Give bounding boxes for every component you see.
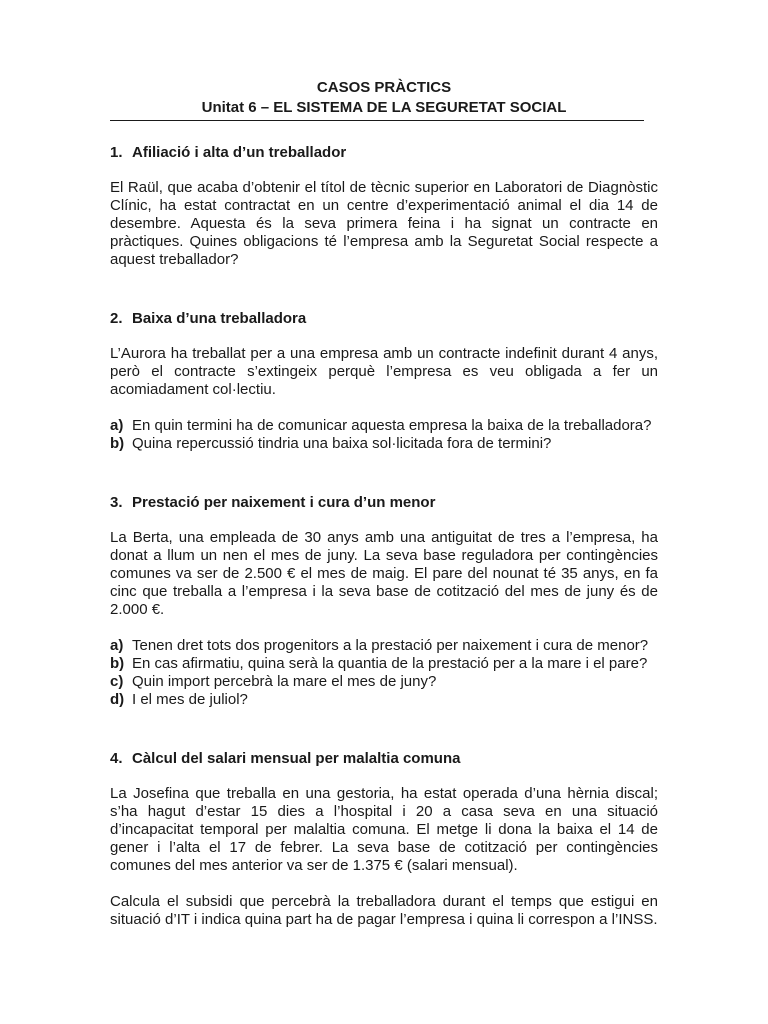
section-number: 2. [110,310,123,327]
section-4 [110,749,658,929]
section-number: 4. [110,750,123,767]
question-item [110,435,658,453]
section-1 [110,143,658,269]
question-letter: c) [110,673,124,690]
section-title [110,749,658,769]
section-title-text: Prestació per naixement i cura d’un menor [132,494,436,511]
section-paragraph: L’Aurora ha treballat per a una empresa amb un contracte indefinit durant 4 anys, però el contracte s’extingeix perquè l’empresa es veu obligada a fer un acomiadament col·lectiu. [110,345,658,398]
section-2 [110,309,658,453]
section-number: 1. [110,144,123,161]
question-item [110,673,658,691]
section-number: 3. [110,494,123,511]
section-title-text: Baixa d’una treballadora [132,310,307,327]
question-letter: b) [110,655,125,672]
question-text: En quin termini ha de comunicar aquesta empresa la baixa de la treballadora? [132,417,652,434]
section-title [110,493,658,513]
question-item [110,691,658,709]
document-header [110,78,658,121]
question-item [110,417,658,435]
question-text: Tenen dret tots dos progenitors a la prestació per naixement i cura de menor? [132,637,649,654]
question-letter: b) [110,435,125,452]
section-paragraph: La Josefina que treballa en una gestoria, ha estat operada d’una hèrnia discal; s’ha hagut d’estar 15 dies a l’hospital i 20 a casa seva en una situació d’incapacitat temporal per malaltia comuna. El metge li dona la baixa el 14 de gener i l’alta el 17 de febrer. La seva base de cotització per contingències comunes del mes anterior va ser de 1.375 € (salari mensual). [110,785,658,874]
question-letter: a) [110,417,124,434]
question-list [110,417,658,453]
header-divider [110,120,644,121]
section-paragraph: Calcula el subsidi que percebrà la treballadora durant el temps que estigui en situació d’IT i indica quina part ha de pagar l’empresa i quina li correspon a l’INSS. [110,893,658,928]
question-item [110,637,658,655]
section-title-text: Càlcul del salari mensual per malaltia comuna [132,750,461,767]
question-text: Quin import percebrà la mare el mes de juny? [132,673,437,690]
question-letter: d) [110,691,125,708]
section-paragraph: La Berta, una empleada de 30 anys amb una antiguitat de tres a l’empresa, ha donat a llum un nen el mes de juny. La seva base reguladora per contingències comunes va ser de 2.500 € el mes de maig. El pare del nounat té 35 anys, en fa cinc que treballa a l’empresa i la seva base de cotització del mes de juny és de 2.000 €. [110,529,658,618]
question-text: I el mes de juliol? [132,691,248,708]
question-text: Quina repercussió tindria una baixa sol·licitada fora de termini? [132,435,552,452]
section-title [110,309,658,329]
section-3 [110,493,658,709]
document-subtitle: Unitat 6 – EL SISTEMA DE LA SEGURETAT SOCIAL [201,99,567,116]
document-title: CASOS PRÀCTICS [316,79,452,96]
section-title [110,143,658,163]
section-spacer [110,709,658,727]
section-spacer [110,453,658,471]
question-letter: a) [110,637,124,654]
question-text: En cas afirmatiu, quina serà la quantia de la prestació per a la mare i el pare? [132,655,648,672]
document-page [110,78,658,929]
section-spacer [110,269,658,287]
section-paragraph: El Raül, que acaba d’obtenir el títol de tècnic superior en Laboratori de Diagnòstic Clínic, ha estat contractat en un centre d’experimentació animal el dia 14 de desembre. Aquesta és la seva primera feina i ha signat un contracte en pràctiques. Quines obligacions té l’empresa amb la Seguretat Social respecte a aquest treballador? [110,179,658,268]
question-list [110,637,658,709]
section-title-text: Afiliació i alta d’un treballador [132,144,347,161]
question-item [110,655,658,673]
